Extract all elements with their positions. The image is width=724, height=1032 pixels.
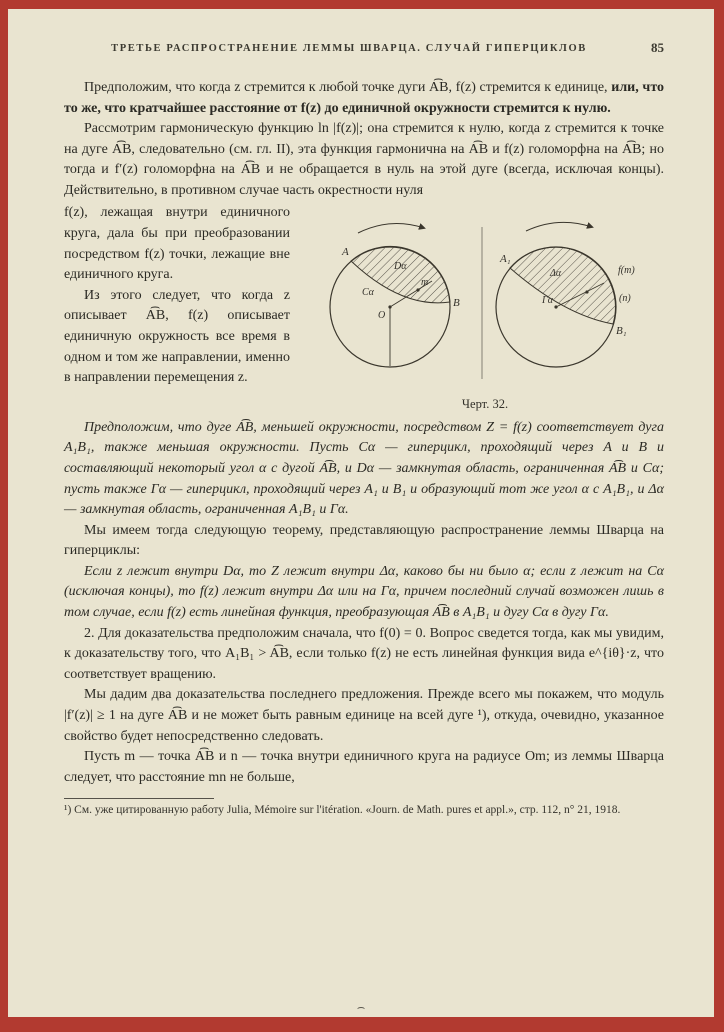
direction-arrow-right xyxy=(526,223,592,232)
center-O-dot xyxy=(388,306,391,309)
label-A1: A₁ xyxy=(500,253,511,266)
figure-side-text xyxy=(64,203,290,413)
page-body xyxy=(64,78,664,819)
paragraph-5: Мы имеем тогда следующую теорему, представляющую распространение леммы Шварца на гиперциклы: xyxy=(64,522,664,559)
label-C-alpha: Cα xyxy=(362,287,374,299)
label-m: m xyxy=(421,277,429,289)
running-head-title: ТРЕТЬЕ РАСПРОСТРАНЕНИЕ ЛЕММЫ ШВАРЦА. СЛУЧАЙ ГИПЕРЦИКЛОВ xyxy=(111,43,587,54)
paragraph-1-bold: или, что то же, что кратчайшее расстояние от f(z) до единичной окружности стремится к нулю. xyxy=(64,80,665,116)
center-right-dot xyxy=(554,306,557,309)
point-n-dot xyxy=(585,291,588,294)
label-Delta-alpha: Δα xyxy=(550,268,562,280)
running-head xyxy=(64,40,664,55)
figure-row xyxy=(64,203,664,413)
paragraph-6: Если z лежит внутри Dα, то Z лежит внутри Δα, каково бы ни было α; если z лежит на Cα (исключая концы), то f(z) лежит внутри Δα или на Γα, причем последний случай возможен лишь в том случае, если f(z) есть линейная функция, преобразующая A͡B в A₁B₁ и дугу Cα в дугу Γα. xyxy=(64,563,664,621)
label-D-alpha: Dα xyxy=(394,261,407,273)
page-artifact-arc: ⌢ xyxy=(356,999,366,1014)
paragraph-7: 2. Для доказательства предположим сначала, что f(0) = 0. Вопрос сведется тогда, как мы увидим, к доказательству того, что A₁B₁ > A͡B, если только f(z) не есть линейная функция вида e^{iθ}·z, что соответствует вращению. xyxy=(64,625,664,682)
page-number: 85 xyxy=(651,40,664,55)
paragraph-9: Пусть m — точка A͡B и n — точка внутри единичного круга на радиусе Om; из леммы Шварца следует, что расстояние mn не больше, xyxy=(64,749,664,785)
paragraph-1 xyxy=(64,78,664,119)
label-B1: B₁ xyxy=(616,325,627,338)
label-O: O xyxy=(378,310,386,322)
footnote-text: ¹) См. уже цитированную работу Julia, Mémoire sur l'itération. «Journ. de Math. pures et appl.», стр. 112, n° 21, 1918. xyxy=(64,804,621,817)
paragraph-2: Рассмотрим гармоническую функцию ln |f(z)|; она стремится к нулю, когда z стремится к точке на дуге A͡B, следовательно (см. гл. II), эта функция гармонична на A͡B и f(z) голоморфна на A͡B; но тогда и f′(z) голоморфна на A͡B и не обращается в нуль на этой дуге (всегда, исключая концы). Действительно, в противном случае часть окрестности нуля xyxy=(64,121,664,198)
direction-arrow-left xyxy=(358,224,424,233)
label-B: B xyxy=(453,297,460,310)
label-Gamma-alpha: Γα xyxy=(542,295,553,307)
label-n: (n) xyxy=(619,293,631,305)
paragraph-4: Предположим, что дуге A͡B, меньшей окружности, посредством Z = f(z) соответствует дуга A₁B₁, также меньшая окружности. Пусть Cα — гиперцикл, проходящий через A и B и составляющий некоторый угол α с дугой A͡B, и Dα — замкнутая область, ограниченная A͡B и Cα; пусть также Γα — гиперцикл, проходящий через A₁ и B₁ и образующий тот же угол α с A₁B₁, и Δα — замкнутая область, ограниченная A₁B₁ и Γα. xyxy=(64,419,664,518)
book-page xyxy=(8,9,714,1017)
paragraph-3: Из этого следует, что когда z описывает A͡B, f(z) описывает единичную окружность все время в одном и том же направлении, именно в направлении перемещения z. xyxy=(64,287,290,386)
paragraph-2-wrap: f(z), лежащая внутри единичного круга, дала бы при преобразовании посредством f(z) точки, лежащие вне единичного круга. xyxy=(64,205,290,283)
figure-caption: Черт. 32. xyxy=(461,397,509,412)
label-f-m: f(m) xyxy=(618,265,635,277)
paragraph-8: Мы дадим два доказательства последнего предложения. Прежде всего мы покажем, что модуль |f′(z)| ≥ 1 на дуге A͡B и не может быть равным единице на всей дуге ¹), откуда, очевидно, указанное свойство будет непосредственно следовать. xyxy=(64,687,664,744)
point-m-dot xyxy=(416,289,419,292)
figure-chert-32 xyxy=(302,203,668,393)
paragraph-1-normal: Предположим, что когда z стремится к любой точке дуги A͡B, f(z) стремится к единице, xyxy=(84,80,612,95)
label-A: A xyxy=(342,246,349,259)
right-circle-diagram xyxy=(496,223,635,368)
footnote-block xyxy=(64,798,664,819)
figure-container xyxy=(302,203,668,413)
footnote-rule xyxy=(64,798,214,799)
left-circle-diagram xyxy=(330,224,460,367)
